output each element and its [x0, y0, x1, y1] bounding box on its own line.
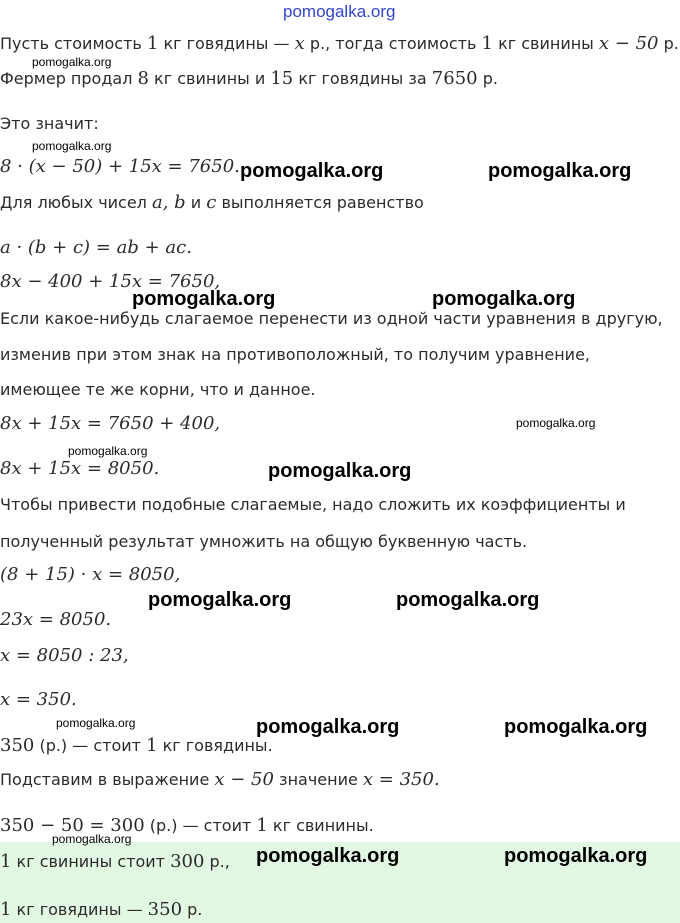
- watermark: pomogalka.org: [256, 845, 400, 867]
- watermark: pomogalka.org: [432, 288, 576, 310]
- text-line-19: 350 (р.) — стоит 1 кг говядины.: [0, 735, 273, 756]
- equation-distributive: a · (b + c) = ab + ac.: [0, 237, 192, 258]
- watermark: pomogalka.org: [68, 444, 148, 458]
- equation-6: 23x = 8050.: [0, 609, 112, 630]
- text-line-1: Пусть стоимость 1 кг говядины — x р., тогда стоимость 1 кг свинины x − 50 р.: [0, 33, 679, 54]
- watermark: pomogalka.org: [256, 716, 400, 738]
- watermark: pomogalka.org: [396, 589, 540, 611]
- equation-7: x = 8050 : 23,: [0, 645, 129, 666]
- watermark: pomogalka.org: [240, 160, 384, 182]
- text-line-14: полученный результат умножить на общую буквенную часть.: [0, 532, 528, 551]
- text-line-8: Если какое-нибудь слагаемое перенести из одной части уравнения в другую,: [0, 309, 663, 328]
- text-line-9: изменив при этом знак на противоположный, то получим уравнение,: [0, 345, 591, 364]
- watermark: pomogalka.org: [32, 139, 112, 153]
- text-line-5: Для любых чисел a, b и c выполняется равенство: [0, 192, 424, 213]
- watermark: pomogalka.org: [32, 55, 112, 69]
- equation-5: (8 + 15) · x = 8050,: [0, 564, 181, 585]
- equation-1: 8 · (x − 50) + 15x = 7650.: [0, 156, 240, 177]
- text-line-13: Чтобы привести подобные слагаемые, надо сложить их коэффициенты и: [0, 495, 626, 514]
- text-line-10: имеющее те же корни, что и данное.: [0, 380, 316, 399]
- equation-4: 8x + 15x = 8050.: [0, 458, 160, 479]
- text-line-3: Это значит:: [0, 114, 99, 133]
- text-line-2: Фермер продал 8 кг свинины и 15 кг говядины за 7650 р.: [0, 68, 498, 89]
- watermark: pomogalka.org: [56, 716, 136, 730]
- watermark: pomogalka.org: [52, 832, 132, 846]
- equation-8: x = 350.: [0, 689, 77, 710]
- watermark: pomogalka.org: [268, 460, 412, 482]
- text-line-20: Подставим в выражение x − 50 значение x = 350.: [0, 769, 440, 790]
- watermark: pomogalka.org: [516, 416, 596, 430]
- equation-2: 8x − 400 + 15x = 7650,: [0, 271, 221, 292]
- watermark: pomogalka.org: [488, 160, 632, 182]
- equation-3: 8x + 15x = 7650 + 400,: [0, 413, 221, 434]
- watermark: pomogalka.org: [504, 716, 648, 738]
- header-watermark: pomogalka.org: [283, 2, 396, 21]
- watermark: pomogalka.org: [148, 589, 292, 611]
- watermark: pomogalka.org: [132, 288, 276, 310]
- answer-line-2: 1 кг говядины — 350 р.: [0, 899, 203, 920]
- answer-line-1: 1 кг свинины стоит 300 р.,: [0, 851, 230, 872]
- watermark: pomogalka.org: [504, 845, 648, 867]
- text-line-21: 350 − 50 = 300 (р.) — стоит 1 кг свинины.: [0, 815, 374, 836]
